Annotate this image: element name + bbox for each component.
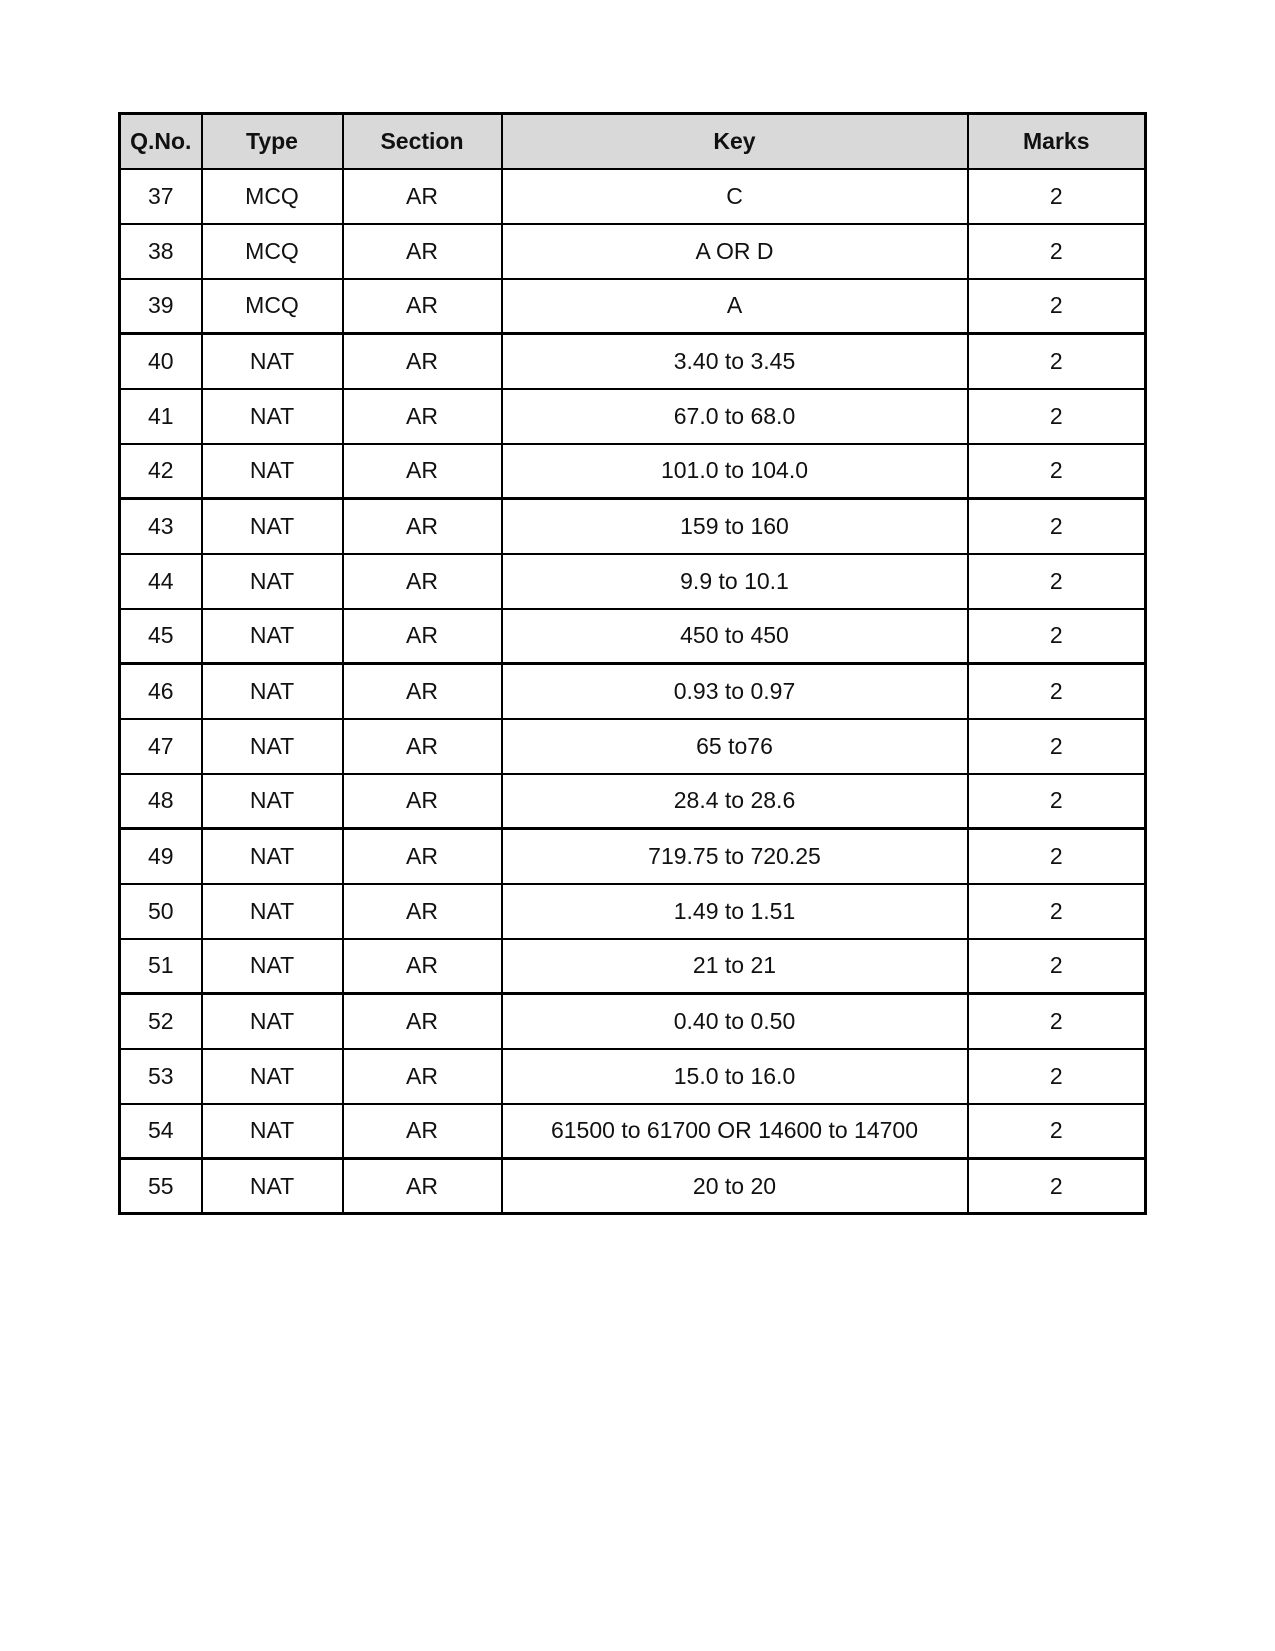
cell-qno: 52 [120,994,202,1049]
table-row [120,609,1146,664]
table-row [120,279,1146,334]
table-row [120,719,1146,774]
cell-type: NAT [202,1049,343,1104]
cell-key: 61500 to 61700 OR 14600 to 14700 [502,1104,968,1159]
cell-key: 65 to76 [502,719,968,774]
cell-type: MCQ [202,279,343,334]
cell-section: AR [343,279,502,334]
cell-key: 0.93 to 0.97 [502,664,968,719]
cell-section: AR [343,829,502,884]
cell-marks: 2 [968,829,1146,884]
cell-qno: 41 [120,389,202,444]
cell-type: NAT [202,1104,343,1159]
header-section: Section [343,114,502,169]
cell-key: A [502,279,968,334]
cell-key: 101.0 to 104.0 [502,444,968,499]
cell-type: NAT [202,829,343,884]
cell-qno: 42 [120,444,202,499]
table-row [120,664,1146,719]
cell-section: AR [343,334,502,389]
cell-section: AR [343,719,502,774]
cell-key: 3.40 to 3.45 [502,334,968,389]
table-row [120,1159,1146,1214]
cell-marks: 2 [968,444,1146,499]
table-row [120,169,1146,224]
cell-marks: 2 [968,279,1146,334]
cell-type: NAT [202,609,343,664]
cell-section: AR [343,774,502,829]
cell-type: NAT [202,939,343,994]
cell-qno: 54 [120,1104,202,1159]
cell-type: MCQ [202,224,343,279]
cell-marks: 2 [968,664,1146,719]
header-qno: Q.No. [120,114,202,169]
cell-type: NAT [202,664,343,719]
cell-type: NAT [202,884,343,939]
cell-section: AR [343,444,502,499]
cell-section: AR [343,224,502,279]
cell-qno: 38 [120,224,202,279]
cell-marks: 2 [968,169,1146,224]
cell-marks: 2 [968,1159,1146,1214]
cell-section: AR [343,664,502,719]
cell-marks: 2 [968,1104,1146,1159]
cell-type: NAT [202,334,343,389]
table-row [120,389,1146,444]
table-row [120,334,1146,389]
cell-type: MCQ [202,169,343,224]
table-row [120,444,1146,499]
cell-section: AR [343,389,502,444]
cell-qno: 55 [120,1159,202,1214]
cell-marks: 2 [968,719,1146,774]
cell-key: 450 to 450 [502,609,968,664]
cell-marks: 2 [968,1049,1146,1104]
cell-marks: 2 [968,554,1146,609]
cell-type: NAT [202,774,343,829]
cell-qno: 46 [120,664,202,719]
cell-qno: 51 [120,939,202,994]
table-row [120,1049,1146,1104]
cell-qno: 39 [120,279,202,334]
cell-marks: 2 [968,334,1146,389]
cell-section: AR [343,1104,502,1159]
header-row [120,114,1146,169]
cell-section: AR [343,1049,502,1104]
cell-key: C [502,169,968,224]
cell-key: 21 to 21 [502,939,968,994]
cell-section: AR [343,1159,502,1214]
cell-type: NAT [202,554,343,609]
cell-key: 67.0 to 68.0 [502,389,968,444]
table-header [120,114,1146,169]
table-row [120,774,1146,829]
table-row [120,554,1146,609]
cell-qno: 37 [120,169,202,224]
cell-key: 9.9 to 10.1 [502,554,968,609]
cell-marks: 2 [968,499,1146,554]
cell-marks: 2 [968,774,1146,829]
cell-qno: 53 [120,1049,202,1104]
answer-key-table [118,112,1147,1215]
cell-section: AR [343,994,502,1049]
cell-type: NAT [202,994,343,1049]
cell-marks: 2 [968,939,1146,994]
cell-type: NAT [202,499,343,554]
cell-key: 1.49 to 1.51 [502,884,968,939]
table-row [120,829,1146,884]
cell-section: AR [343,609,502,664]
cell-qno: 50 [120,884,202,939]
table-row [120,224,1146,279]
cell-marks: 2 [968,994,1146,1049]
cell-marks: 2 [968,884,1146,939]
cell-marks: 2 [968,224,1146,279]
cell-qno: 40 [120,334,202,389]
table-row [120,884,1146,939]
table-row [120,994,1146,1049]
cell-type: NAT [202,444,343,499]
cell-section: AR [343,884,502,939]
cell-qno: 47 [120,719,202,774]
cell-qno: 48 [120,774,202,829]
cell-qno: 43 [120,499,202,554]
cell-section: AR [343,169,502,224]
cell-type: NAT [202,389,343,444]
cell-key: 719.75 to 720.25 [502,829,968,884]
cell-key: 28.4 to 28.6 [502,774,968,829]
cell-key: 0.40 to 0.50 [502,994,968,1049]
cell-marks: 2 [968,389,1146,444]
cell-key: 20 to 20 [502,1159,968,1214]
cell-qno: 49 [120,829,202,884]
cell-section: AR [343,499,502,554]
table-row [120,499,1146,554]
cell-type: NAT [202,1159,343,1214]
cell-qno: 45 [120,609,202,664]
cell-marks: 2 [968,609,1146,664]
cell-section: AR [343,554,502,609]
cell-key: 15.0 to 16.0 [502,1049,968,1104]
table-row [120,939,1146,994]
header-type: Type [202,114,343,169]
cell-type: NAT [202,719,343,774]
header-marks: Marks [968,114,1146,169]
header-key: Key [502,114,968,169]
table-body [120,169,1146,1214]
cell-section: AR [343,939,502,994]
table-row [120,1104,1146,1159]
cell-qno: 44 [120,554,202,609]
cell-key: A OR D [502,224,968,279]
cell-key: 159 to 160 [502,499,968,554]
